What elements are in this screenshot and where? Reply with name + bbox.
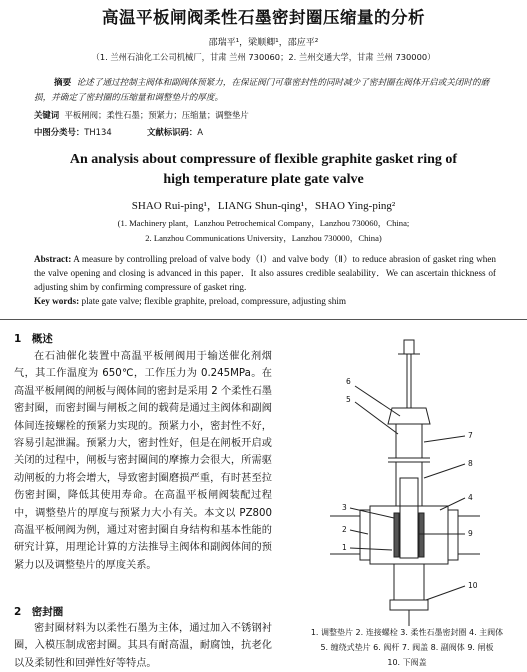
abstract-en-text: A measure by controlling preload of valve body（Ⅰ）and valve body（Ⅱ）to reduce abrasion of gasket ring when the valve opening and closing is advanced in this paper．It also assures credible sealability．We can ascertain thickness of adjusting shim by confirming compressure of gasket ring. bbox=[34, 254, 497, 292]
section2-body: 密封圈材料为以柔性石墨为主体，通过加入不锈钢衬圈，入模压制成密封圈。其具有耐高温，耐腐蚀，抗老化以及柔韧性和回弹性好等特点。 bbox=[14, 623, 272, 669]
affiliation-en-line2: 2. Lanzhou Communications University，Lanzhou 730000，China) bbox=[145, 233, 382, 243]
paper-title-cn: 高温平板闸阀柔性石墨密封圈压缩量的分析 bbox=[102, 8, 425, 27]
authors-cn: 邵瑞平¹，梁顺卿¹，邵应平² bbox=[208, 38, 319, 48]
lower-bonnet bbox=[390, 600, 428, 610]
affiliation-en-line1: (1. Machinery plant，Lanzhou Petrochemical Company，Lanzhou 730060，China; bbox=[117, 218, 410, 228]
clc-value: TH134 bbox=[84, 127, 112, 137]
stem-top bbox=[404, 340, 414, 354]
fig-label-10: 10 bbox=[468, 581, 478, 590]
abstract-en bbox=[34, 252, 496, 294]
affiliation-en bbox=[0, 216, 527, 246]
affiliation-cn: （1. 兰州石油化工公司机械厂，甘肃 兰州 730060；2. 兰州交通大学，甘肃 兰州 730000） bbox=[91, 52, 436, 62]
bonnet bbox=[388, 408, 430, 424]
doc-code-label: 文献标识码： bbox=[147, 127, 198, 137]
gate-plate bbox=[400, 478, 418, 558]
figure-caption-line3: 10. 下阀盖 bbox=[387, 658, 427, 667]
classification-line bbox=[34, 126, 203, 138]
fig-label-4: 4 bbox=[468, 493, 473, 502]
fig-label-6: 6 bbox=[346, 377, 351, 386]
keywords-cn-text: 平板闸阀；柔性石墨；预紧力；压缩量；调整垫片 bbox=[64, 110, 249, 120]
fig-label-5: 5 bbox=[346, 395, 351, 404]
doc-code-value: A bbox=[197, 127, 203, 137]
abstract-en-label: Abstract: bbox=[34, 254, 72, 264]
fig-label-8: 8 bbox=[468, 459, 473, 468]
fig-label-9: 9 bbox=[468, 529, 473, 538]
figure-caption-line1: 1. 调整垫片 2. 连接螺栓 3. 柔性石墨密封圈 4. 主阀体 bbox=[310, 628, 504, 637]
fig-label-3: 3 bbox=[342, 503, 347, 512]
clc-label: 中图分类号： bbox=[34, 127, 85, 137]
authors-en: SHAO Rui-ping¹，LIANG Shun-qing¹，SHAO Ying-ping² bbox=[131, 200, 396, 212]
keywords-en-text: plate gate valve; flexible graphite, preload, compressure, adjusting shim bbox=[81, 296, 347, 306]
paper-title-en bbox=[0, 150, 527, 190]
fig-label-1: 1 bbox=[342, 543, 347, 552]
keywords-cn bbox=[34, 109, 249, 121]
keywords-cn-label: 关键词 bbox=[34, 110, 60, 120]
fig-label-7: 7 bbox=[468, 431, 473, 440]
paper-title-en-line2: high temperature plate gate valve bbox=[163, 172, 364, 187]
abstract-cn-label: 摘要 bbox=[54, 78, 72, 88]
keywords-en bbox=[34, 296, 346, 306]
paper-title-en-line1: An analysis about compressure of flexible graphite gasket ring of bbox=[69, 152, 458, 167]
figure-caption bbox=[290, 625, 524, 670]
valve-diagram bbox=[300, 338, 522, 630]
section1-body: 在石油催化装置中高温平板闸阀用于输送催化剂烟气，其工作温度为 650℃，工作压力为 0.245MPa。在高温平板闸阀的闸板与阀体间的密封是采用 2 个柔性石墨密封圈，而密封圈与闸板之间的载荷是通过主阀体和副阀体间连接螺栓的预紧力实现的。预紧力小，密封性不好，容易引起泄漏。预紧力大，密封性好，但是在闸板开启或关闭的过程中，闸板与密封圈间的摩擦力会很大，所需驱动闸板的力将会增大，导致密封圈磨损严重，有时甚至拉伤密封圈，降低其使用寿命。在高温平板闸阀装配过程中，调整垫片的厚度与预紧力大小有关。本文以 PZ800 高温平板闸阀为例，通过对密封圈自身结构和基本性能的研究计算，用理论计算的方法推导主阀体和副阀体间的预紧力以及调整垫片的厚度关系。 bbox=[14, 351, 272, 571]
figure-caption-line2: 5. 缠绕式垫片 6. 阀杆 7. 阀盖 8. 副阀体 9. 闸板 bbox=[320, 643, 494, 652]
section2-heading: 2 密封圈 bbox=[14, 606, 64, 618]
keywords-en-label: Key words: bbox=[34, 296, 80, 306]
graphite-seal-ring bbox=[394, 513, 399, 557]
fig-label-2: 2 bbox=[342, 525, 347, 534]
abstract-cn-text: 论述了通过控制主阀体和副阀体预紧力，在保证阀门可靠密封性的同时减少了密封圈在阀体开启或关闭时的磨损，并确定了密封圈的压缩量和调整垫片的厚度。 bbox=[34, 78, 490, 103]
abstract-cn bbox=[34, 76, 496, 106]
header-divider bbox=[0, 319, 527, 320]
section1-heading: 1 概述 bbox=[14, 333, 53, 345]
